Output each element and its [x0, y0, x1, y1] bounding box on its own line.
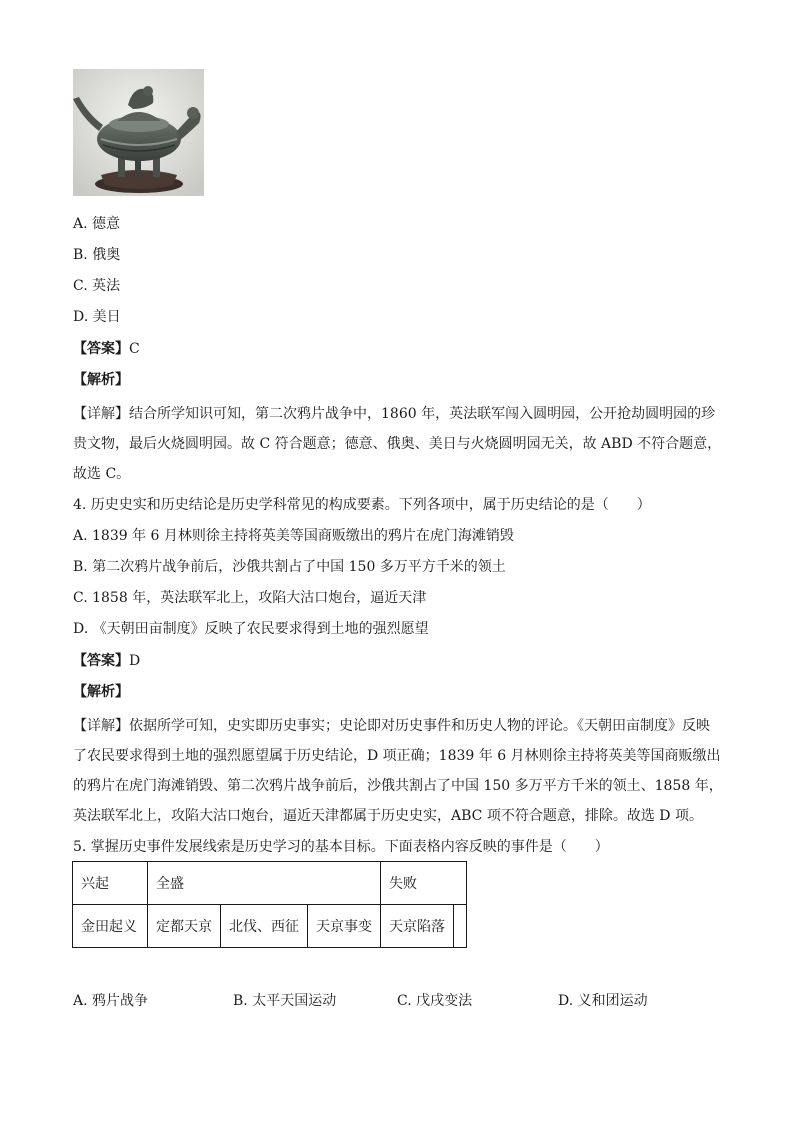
table-cell: 天京陷落 [381, 905, 454, 948]
bronze-vessel-photo [73, 69, 204, 196]
q3-option-c: C. 英法 [73, 278, 121, 294]
q5-option-b: B. 太平天国运动 [233, 993, 337, 1009]
table-row [73, 905, 467, 948]
table-header-cell: 全盛 [148, 862, 381, 905]
q4-option-c: C. 1858 年，英法联军北上，攻陷大沽口炮台，逼近天津 [73, 590, 427, 606]
q5-stem: 5. 掌握历史事件发展线索是历史学习的基本目标。下面表格内容反映的事件是（ ） [73, 839, 609, 855]
q4-stem: 4. 历史史实和历史结论是历史学科常见的构成要素。下列各项中，属于历史结论的是（ ） [73, 497, 651, 513]
q5-option-c: C. 戊戌变法 [397, 993, 473, 1009]
table-cell-empty [454, 905, 467, 948]
answer-label: 【答案】 [73, 341, 129, 357]
q3-option-b: B. 俄奥 [73, 247, 121, 263]
table-cell: 金田起义 [73, 905, 148, 948]
q3-analysis-label: 【解析】 [73, 372, 129, 388]
table-header-cell: 失败 [381, 862, 467, 905]
q3-detail: 【详解】结合所学知识可知，第二次鸦片战争中，1860 年，英法联军闯入圆明园，公开抢劫圆明园的珍贵文物，最后火烧圆明园。故 C 符合题意；德意、俄奥、美日与火烧圆明园无关，故 ABD 不符合题意，故选 C。 [73, 406, 722, 482]
answer-value: C [129, 341, 140, 357]
q4-detail: 【详解】依据所学可知，史实即历史事实；史论即对历史事件和历史人物的评论。《天朝田亩制度》反映了农民要求得到土地的强烈愿望属于历史结论，D 项正确；1839 年 6 月林则徐主持将英美等国商贩缴出的鸦片在虎门海滩销毁、第二次鸦片战争前后，沙俄共割占了中国 150 多万平方千米的领土、1858 年，英法联军北上，攻陷大沽口炮台，逼近天津都属于历史史实，ABC 项不符合题意，排除。故选 D 项。 [73, 718, 723, 824]
q4-answer [73, 650, 140, 670]
q4-option-b: B. 第二次鸦片战争前后，沙俄共割占了中国 150 多万平方千米的领土 [73, 559, 506, 575]
q4-analysis-label: 【解析】 [73, 684, 129, 700]
answer-label: 【答案】 [73, 653, 129, 669]
q5-option-d: D. 义和团运动 [558, 993, 648, 1009]
q5-option-a: A. 鸦片战争 [73, 993, 149, 1009]
q3-option-d: D. 美日 [73, 309, 121, 325]
q4-option-d: D. 《天朝田亩制度》反映了农民要求得到土地的强烈愿望 [73, 621, 429, 637]
table-cell: 天京事变 [308, 905, 381, 948]
table-row [73, 862, 467, 905]
q3-answer [73, 338, 140, 358]
q3-option-a: A. 德意 [73, 216, 121, 232]
answer-value: D [129, 653, 141, 669]
table-cell: 北伐、西征 [221, 905, 308, 948]
table-header-cell: 兴起 [73, 862, 148, 905]
q4-option-a: A. 1839 年 6 月林则徐主持将英美等国商贩缴出的鸦片在虎门海滩销毁 [73, 528, 514, 544]
table-cell: 定都天京 [148, 905, 221, 948]
q5-table [72, 861, 467, 948]
